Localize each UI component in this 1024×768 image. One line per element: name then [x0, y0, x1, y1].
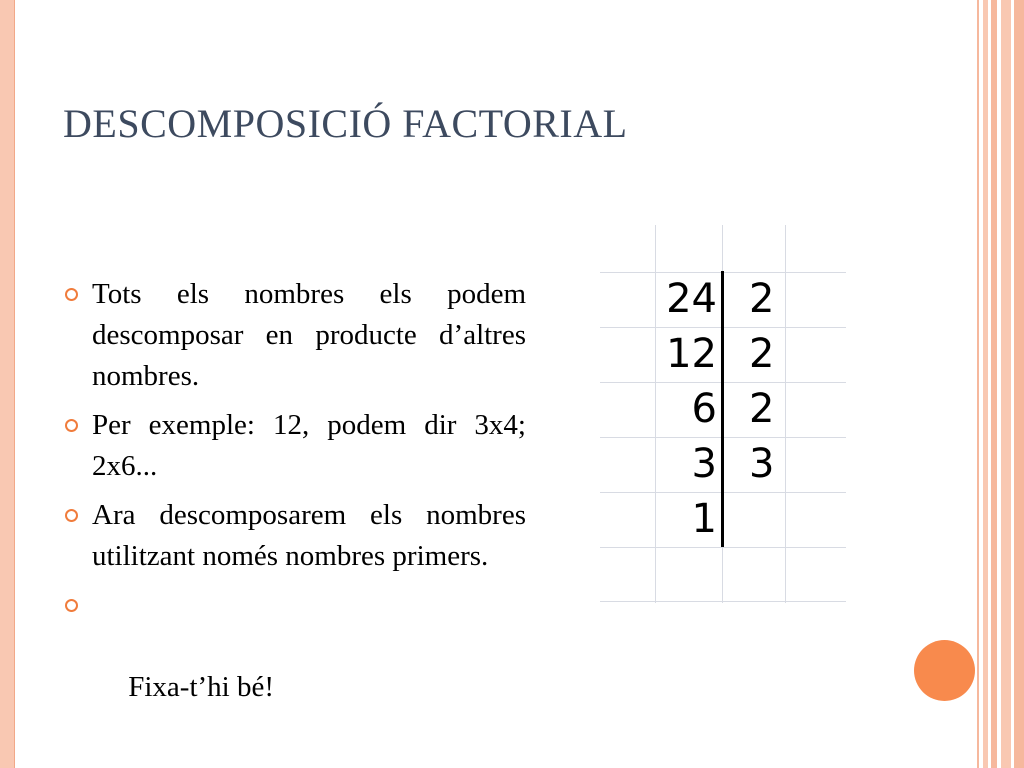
ring-bullet-icon — [65, 599, 78, 612]
bullet-text: Ara descomposarem els nombres utilitzant només nombres primers. — [92, 499, 526, 572]
dividend-value: 1 — [691, 496, 717, 542]
bullet-item — [63, 405, 526, 487]
bullet-item — [63, 585, 526, 749]
division-bar — [721, 271, 724, 547]
grid-line — [600, 547, 846, 548]
divisor-value: 2 — [749, 386, 775, 432]
dividend-value: 6 — [691, 386, 717, 432]
ring-bullet-icon — [65, 288, 78, 301]
right-frame-stripe — [1014, 0, 1024, 768]
left-frame-line — [14, 0, 15, 768]
bullet-item — [63, 495, 526, 577]
right-frame-stripe — [983, 0, 988, 768]
bullet-text: Tots els nombres els podem descomposar en producte d’altres nombres. — [92, 278, 526, 392]
right-frame-stripe — [991, 0, 997, 768]
bullet-text: Per exemple: 12, podem dir 3x4; 2x6... — [92, 409, 526, 482]
factorization-table — [600, 225, 846, 605]
dividend-value: 12 — [666, 331, 717, 377]
grid-line — [600, 601, 846, 602]
slide-title: DESCOMPOSICIÓ FACTORIAL — [63, 101, 628, 146]
bullet-item — [63, 274, 526, 397]
ring-bullet-icon — [65, 509, 78, 522]
dividend-value: 24 — [666, 276, 717, 322]
right-frame-stripe — [977, 0, 979, 768]
ring-bullet-icon — [65, 419, 78, 432]
bullet-text: Fixa-t’hi bé! — [121, 671, 275, 703]
divisor-value: 2 — [749, 276, 775, 322]
bullet-list — [63, 274, 526, 757]
right-frame-stripe — [1001, 0, 1011, 768]
left-frame-stripe — [0, 0, 14, 768]
divisor-value: 2 — [749, 331, 775, 377]
dividend-value: 3 — [691, 441, 717, 487]
divisor-value: 3 — [749, 441, 775, 487]
decorative-circle — [914, 640, 975, 701]
